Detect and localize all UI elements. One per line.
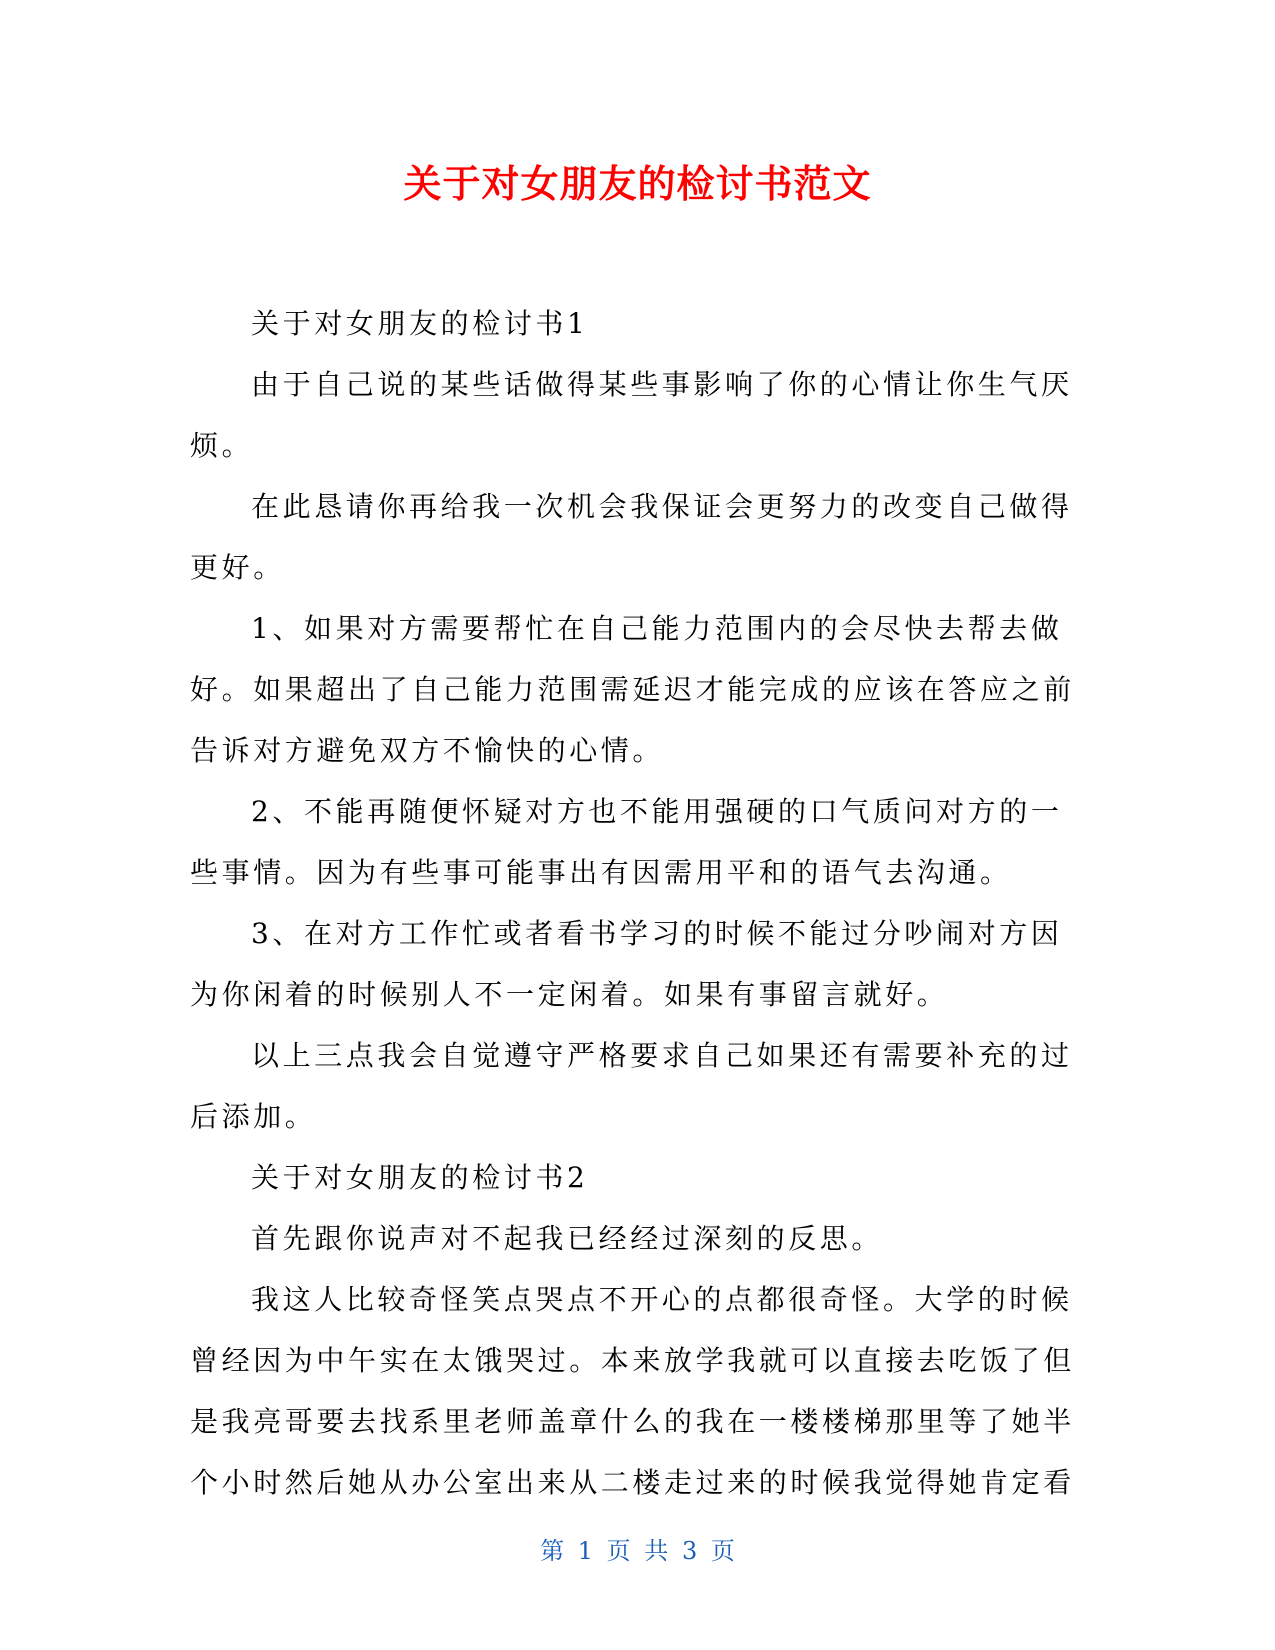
- paragraph: 在此恳请你再给我一次机会我保证会更努力的改变自己做得更好。: [190, 490, 1073, 584]
- section-heading-1: 关于对女朋友的检讨书1: [251, 307, 589, 340]
- section-heading-2: 关于对女朋友的检讨书2: [251, 1161, 589, 1194]
- page-footer: 第 1 页 共 3 页: [540, 1537, 735, 1565]
- list-item-2: 2、不能再随便怀疑对方也不能用强硬的口气质问对方的一些事情。因为有些事可能事出有因需用平和的语气去沟通。: [190, 795, 1063, 889]
- paragraph: 首先跟你说声对不起我已经经过深刻的反思。: [251, 1222, 884, 1255]
- paragraph: 我这人比较奇怪笑点哭点不开心的点都很奇怪。大学的时候曾经因为中午实在太饿哭过。本来放学我就可以直接去吃饭了但是我亮哥要去找系里老师盖章什么的我在一楼楼梯那里等了她半个小时然后她从办公室出来从二楼走过来的时候我觉得她肯定看: [190, 1283, 1075, 1499]
- paragraph: 由于自己说的某些话做得某些事影响了你的心情让你生气厌烦。: [190, 368, 1073, 462]
- paragraph: 以上三点我会自觉遵守严格要求自己如果还有需要补充的过后添加。: [190, 1039, 1073, 1133]
- list-item-3: 3、在对方工作忙或者看书学习的时候不能过分吵闹对方因为你闲着的时候别人不一定闲着。如果有事留言就好。: [190, 917, 1063, 1011]
- list-item-1: 1、如果对方需要帮忙在自己能力范围内的会尽快去帮去做好。如果超出了自己能力范围需延迟才能完成的应该在答应之前告诉对方避免双方不愉快的心情。: [190, 612, 1075, 767]
- page-title: 关于对女朋友的检讨书范文: [403, 162, 872, 206]
- document-body: [190, 293, 1090, 1513]
